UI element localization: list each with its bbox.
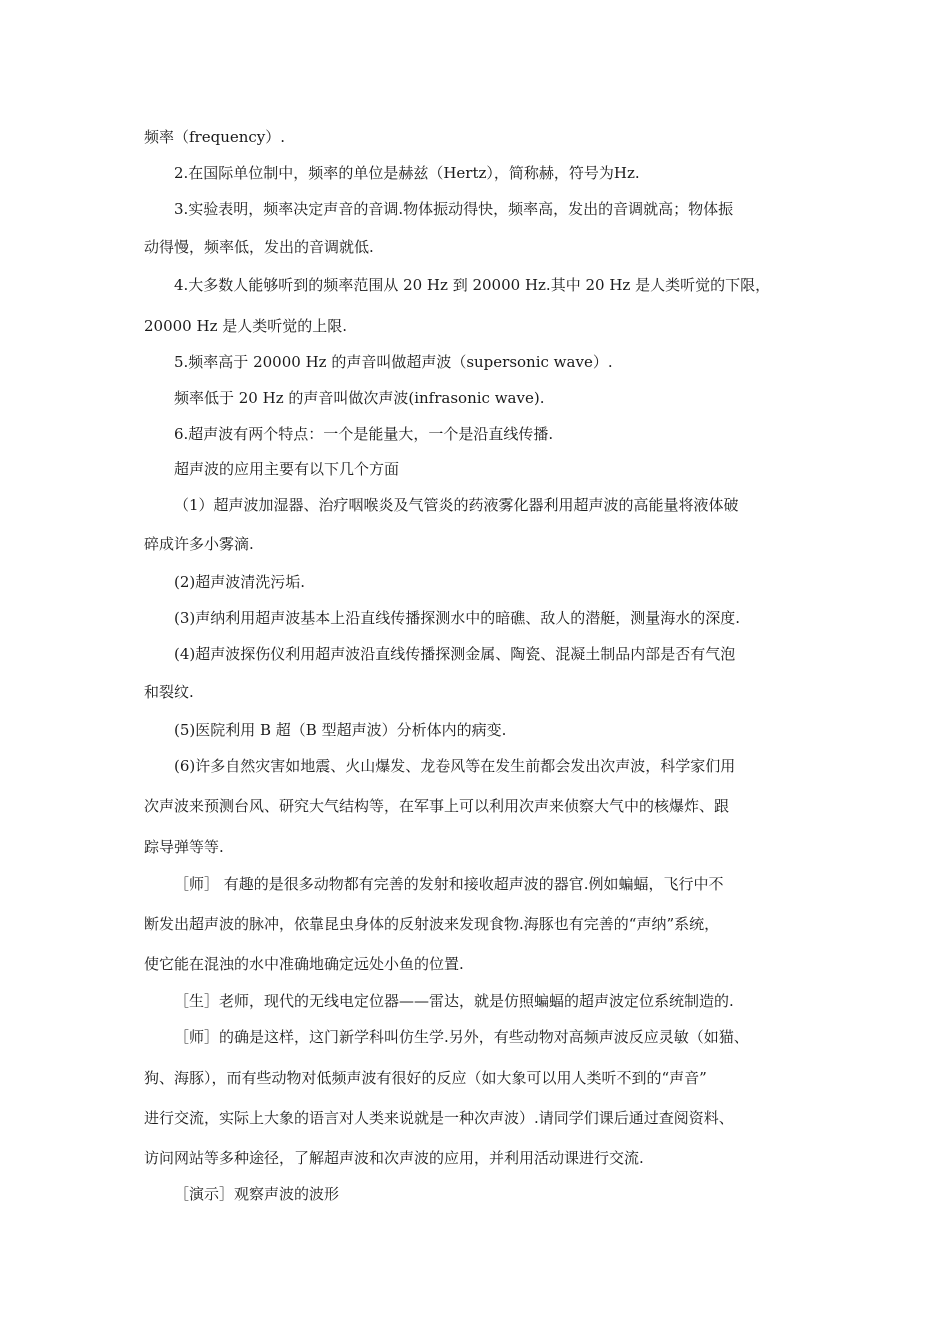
text-line: (5)医院利用 B 超（B 型超声波）分析体内的病变.: [174, 721, 507, 739]
text-line: 访问网站等多种途径，了解超声波和次声波的应用，并利用活动课进行交流.: [144, 1149, 644, 1167]
text-line: 频率（frequency）.: [144, 128, 286, 146]
text-line: ［师］的确是这样，这门新学科叫仿生学.另外，有些动物对高频声波反应灵敏（如猫、: [174, 1028, 749, 1046]
text-line: 6.超声波有两个特点：一个是能量大，一个是沿直线传播.: [174, 425, 554, 443]
text-line: 超声波的应用主要有以下几个方面: [174, 460, 400, 478]
text-line: 碎成许多小雾滴.: [144, 535, 254, 553]
text-line: (2)超声波清洗污垢.: [174, 573, 306, 591]
text-line: ［演示］观察声波的波形: [174, 1185, 340, 1203]
text-line: 进行交流，实际上大象的语言对人类来说就是一种次声波）.请同学们课后通过查阅资料、: [144, 1109, 734, 1127]
text-line: 狗、海豚），而有些动物对低频声波有很好的反应（如大象可以用人类听不到的“声音”: [144, 1069, 707, 1087]
text-line: 和裂纹.: [144, 683, 194, 701]
text-line: ［师］ 有趣的是很多动物都有完善的发射和接收超声波的器官.例如蝙蝠，飞行中不: [174, 875, 724, 893]
text-line: 频率低于 20 Hz 的声音叫做次声波(infrasonic wave).: [174, 389, 545, 407]
text-line: ［生］老师，现代的无线电定位器——雷达，就是仿照蝙蝠的超声波定位系统制造的.: [174, 992, 734, 1010]
text-line: 次声波来预测台风、研究大气结构等，在军事上可以利用次声来侦察大气中的核爆炸、跟: [144, 797, 730, 815]
text-line: (3)声纳利用超声波基本上沿直线传播探测水中的暗礁、敌人的潜艇，测量海水的深度.: [174, 609, 741, 627]
text-line: 使它能在混浊的水中准确地确定远处小鱼的位置.: [144, 955, 464, 973]
text-line: 4.大多数人能够听到的频率范围从 20 Hz 到 20000 Hz.其中 20 Hz 是人类听觉的下限，: [174, 276, 771, 294]
text-line: （1）超声波加湿器、治疗咽喉炎及气管炎的药液雾化器利用超声波的高能量将液体破: [174, 496, 739, 514]
text-line: (6)许多自然灾害如地震、火山爆发、龙卷风等在发生前都会发出次声波，科学家们用: [174, 757, 736, 775]
text-line: 动得慢，频率低，发出的音调就低.: [144, 238, 374, 256]
text-line: 20000 Hz 是人类听觉的上限.: [144, 317, 348, 335]
text-line: 5.频率高于 20000 Hz 的声音叫做超声波（supersonic wave）.: [174, 353, 613, 371]
text-line: (4)超声波探伤仪利用超声波沿直线传播探测金属、陶瓷、混凝土制品内部是否有气泡: [174, 645, 736, 663]
text-line: 断发出超声波的脉冲，依靠昆虫身体的反射波来发现食物.海豚也有完善的“声纳”系统，: [144, 915, 720, 933]
text-line: 踪导弹等等.: [144, 838, 224, 856]
text-line: 2.在国际单位制中，频率的单位是赫兹（Hertz），简称赫，符号为Hz.: [174, 164, 640, 182]
text-line: 3.实验表明，频率决定声音的音调.物体振动得快，频率高，发出的音调就高；物体振: [174, 200, 734, 218]
